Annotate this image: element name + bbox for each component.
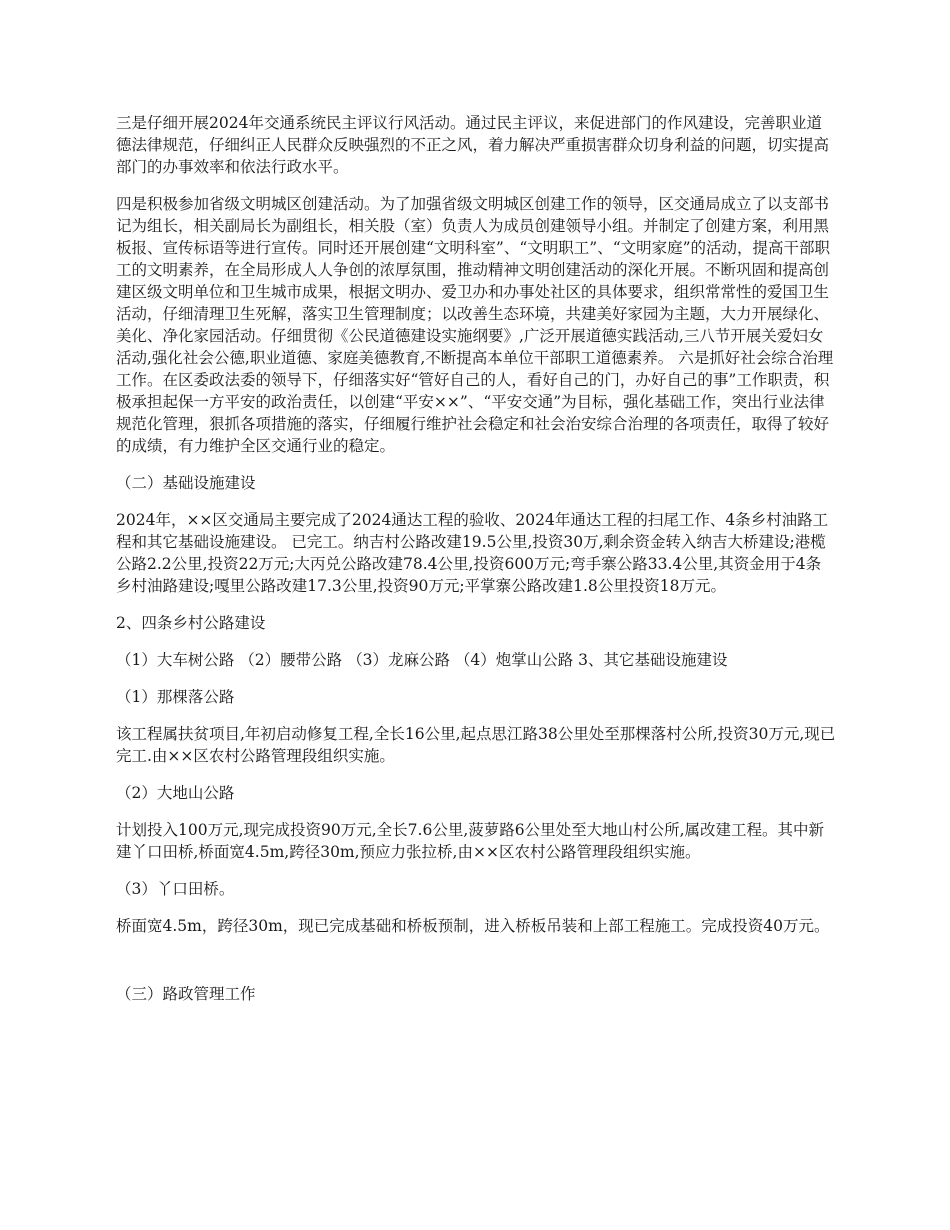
subheading-yakoutian-bridge: （3）丫口田桥。 — [116, 880, 235, 898]
paragraph-nakeluo-road: 该工程属扶贫项目,年初启动修复工程,全长16公里,起点思江路38公里处至那棵落村公所,投资30万元,现已完工.由××区农村公路管理段组织实施。 — [116, 725, 836, 765]
paragraph-road-list: （1）大车树公路 （2）腰带公路 （3）龙麻公路 （4）炮掌山公路 3、其它基础设施建设 — [116, 651, 728, 669]
section-heading-road-administration: （三）路政管理工作 — [116, 985, 256, 1003]
paragraph-civic-review: 三是仔细开展2024年交通系统民主评议行风活动。通过民主评议，来促进部门的作风建设，完善职业道德法律规范，仔细纠正人民群众反映强烈的不正之风，着力解决严重损害群众切身利益的问题，切实提高部门的办事效率和依法行政水平。 — [116, 114, 830, 176]
document-page — [116, 112, 836, 1020]
subheading-rural-roads: 2、四条乡村公路建设 — [116, 614, 266, 632]
subheading-nakeluo-road: （1）那棵落公路 — [116, 688, 235, 706]
subheading-dadishan-road: （2）大地山公路 — [116, 784, 235, 802]
paragraph-dadishan-road: 计划投入100万元,现完成投资90万元,全长7.6公里,菠萝路6公里处至大地山村公所,属改建工程。其中新建丫口田桥,桥面宽4.5m,跨径30m,预应力张拉桥,由××区农村公路管理段组织实施。 — [116, 821, 825, 861]
section-heading-infrastructure: （二）基础设施建设 — [116, 474, 256, 492]
blank-space — [116, 952, 836, 983]
paragraph-civilized-city: 四是积极参加省级文明城区创建活动。为了加强省级文明城区创建工作的领导，区交通局成立了以支部书记为组长，相关副局长为副组长，相关股（室）负责人为成员创建领导小组。并制定了创建方案，利用黑板报、宣传标语等进行宣传。同时还开展创建“文明科室”、“文明职工”、“文明家庭”的活动，提高干部职工的文明素养，在全局形成人人争创的浓厚氛围，推动精神文明创建活动的深化开展。不断巩固和提高创建区级文明单位和卫生城市成果，根据文明办、爱卫办和办事处社区的具体要求，组织常常性的爱国卫生活动，仔细清理卫生死解，落实卫生管理制度；以改善生态环境，共建美好家园为主题，大力开展绿化、美化、净化家园活动。仔细贯彻《公民道德建设实施纲要》,广泛开展道德实践活动,三八节开展关爱妇女活动,强化社会公德,职业道德、家庭美德教育,不断提高本单位干部职工道德素养。 六是抓好社会综合治理工作。在区委政法委的领导下，仔细落实好“管好自己的人，看好自己的门，办好自己的事”工作职责，积极承担起保一方平安的政治责任，以创建“平安××”、“平安交通”为目标，强化基础工作，突出行业法律规范化管理，狠抓各项措施的落实，仔细履行维护社会稳定和社会治安综合治理的各项责任，取得了较好的成绩，有力维护全区交通行业的稳定。 — [116, 195, 834, 455]
paragraph-infrastructure-summary: 2024年，××区交通局主要完成了2024通达工程的验收、2024年通达工程的扫尾工作、4条乡村油路工程和其它基础设施建设。 已完工。纳吉村公路改建19.5公里,投资30万,剩余资金转入纳吉大桥建设;港榄公路2.2公里,投资22万元;大丙兑公路改建78.4公里,投资600万元;弯手寨公路33.4公里,其资金用于4条乡村油路建设;嘎里公路改建17.3公里,投资90万元;平掌寨公路改建1.8公里投资18万元。 — [116, 511, 829, 595]
paragraph-yakoutian-bridge: 桥面宽4.5m，跨径30m，现已完成基础和桥板预制，进入桥板吊装和上部工程施工。完成投资40万元。 — [116, 917, 830, 935]
